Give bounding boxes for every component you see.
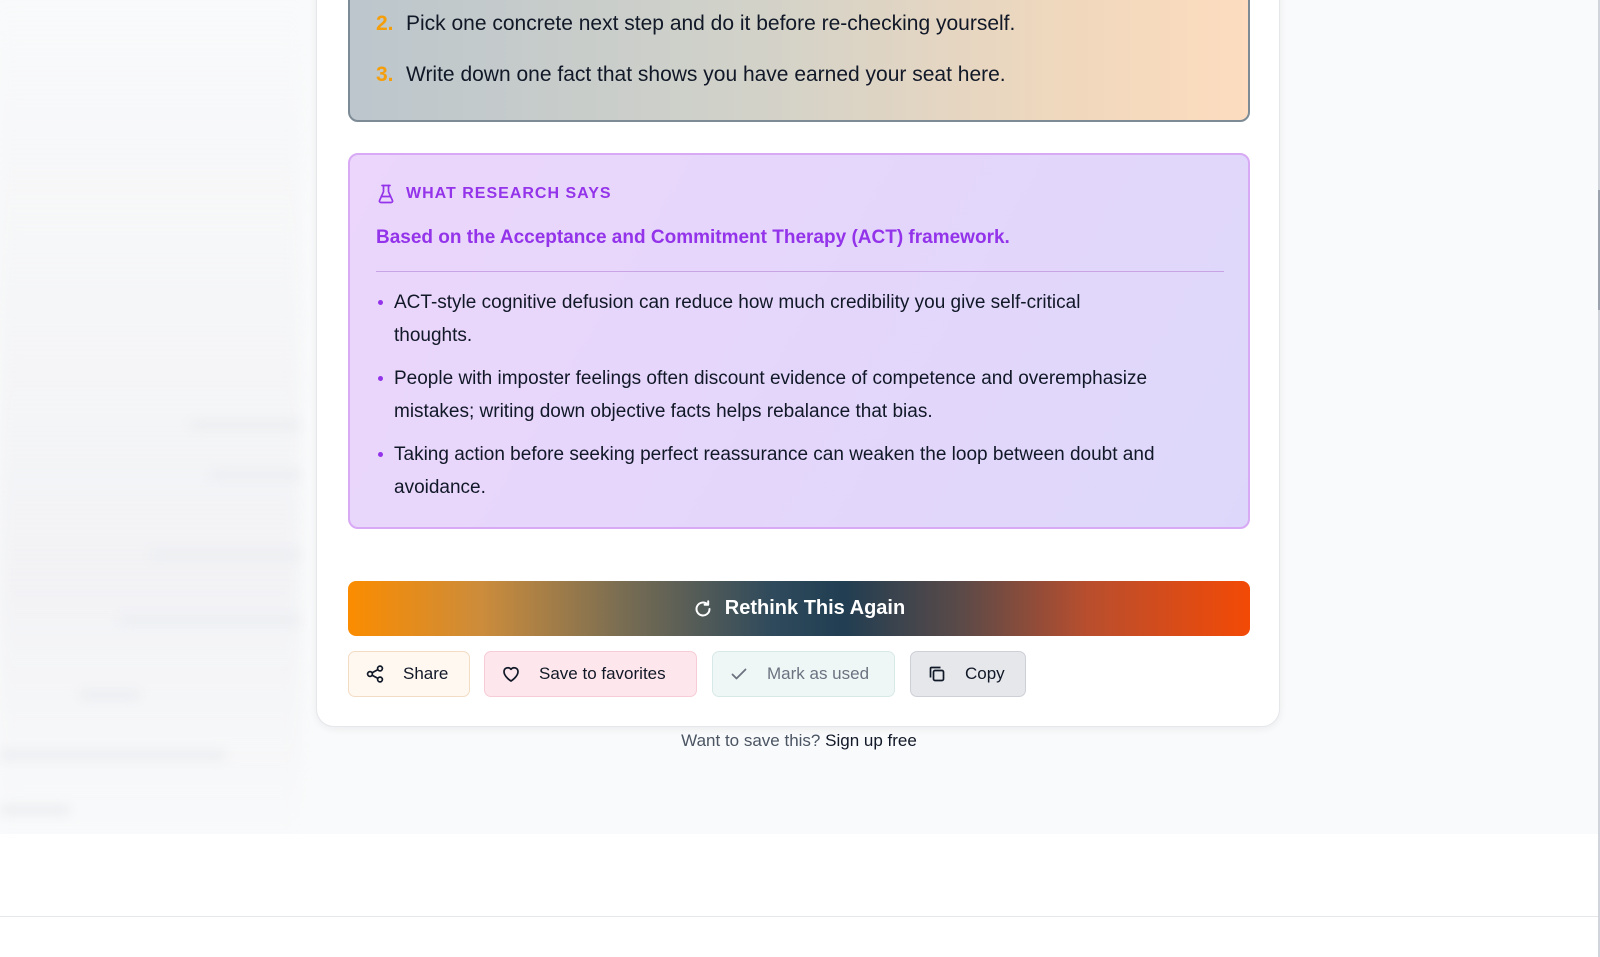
step-number: 3. [376, 63, 394, 86]
favorite-label: Save to favorites [539, 664, 666, 683]
divider [376, 271, 1224, 272]
share-button[interactable] [348, 651, 470, 697]
signup-link[interactable]: Sign up free [825, 731, 917, 750]
research-bullets [376, 286, 1226, 514]
bullet-text: ACT-style cognitive defusion can reduce how much credibility you give self-critical thoughts. [394, 292, 1081, 346]
copy-label: Copy [965, 664, 1005, 683]
step-item [376, 12, 1015, 36]
copy-button[interactable] [910, 651, 1026, 697]
list-item [376, 286, 1226, 352]
share-label: Share [403, 664, 449, 683]
bullet-text: People with imposter feelings often discount evidence of competence and overemphasize mistakes; writing down objective facts helps rebalance that bias. [394, 368, 1148, 422]
mark-used-label: Mark as used [767, 664, 870, 683]
list-item [376, 362, 1226, 428]
step-text: Pick one concrete next step and do it before re-checking yourself. [406, 12, 1016, 35]
blurred-background-line [0, 750, 225, 760]
research-header [378, 184, 612, 204]
research-subtitle: Based on the Acceptance and Commitment Therapy (ACT) framework. [376, 227, 1010, 248]
step-text: Write down one fact that shows you have earned your seat here. [406, 63, 1006, 86]
research-label: WHAT RESEARCH SAYS [406, 185, 612, 202]
blurred-background-line [150, 550, 300, 560]
blurred-background-line [0, 805, 70, 815]
bullet-text: Taking action before seeking perfect reassurance can weaken the loop between doubt and avoidance. [394, 444, 1155, 498]
step-number: 2. [376, 12, 394, 35]
rethink-button[interactable] [348, 581, 1250, 636]
heart-icon [501, 664, 521, 684]
list-item [376, 438, 1226, 504]
step-item [376, 63, 1006, 87]
signup-text: Want to save this? [681, 731, 821, 750]
copy-icon [927, 664, 947, 684]
blurred-background-line [210, 470, 300, 480]
blurred-background-left [0, 0, 300, 834]
check-icon [729, 664, 749, 684]
blurred-background-line [80, 690, 140, 700]
research-box [348, 153, 1250, 529]
next-steps-box [348, 0, 1250, 122]
mark-as-used-button[interactable] [712, 651, 895, 697]
signup-prompt [0, 731, 1598, 751]
footer-divider [0, 916, 1598, 917]
save-to-favorites-button[interactable] [484, 651, 697, 697]
refresh-icon [693, 599, 713, 619]
flask-icon [378, 184, 394, 204]
rethink-label: Rethink This Again [724, 597, 906, 619]
blurred-background-line [120, 615, 300, 625]
blurred-background-line [190, 420, 300, 430]
share-icon [365, 664, 385, 684]
